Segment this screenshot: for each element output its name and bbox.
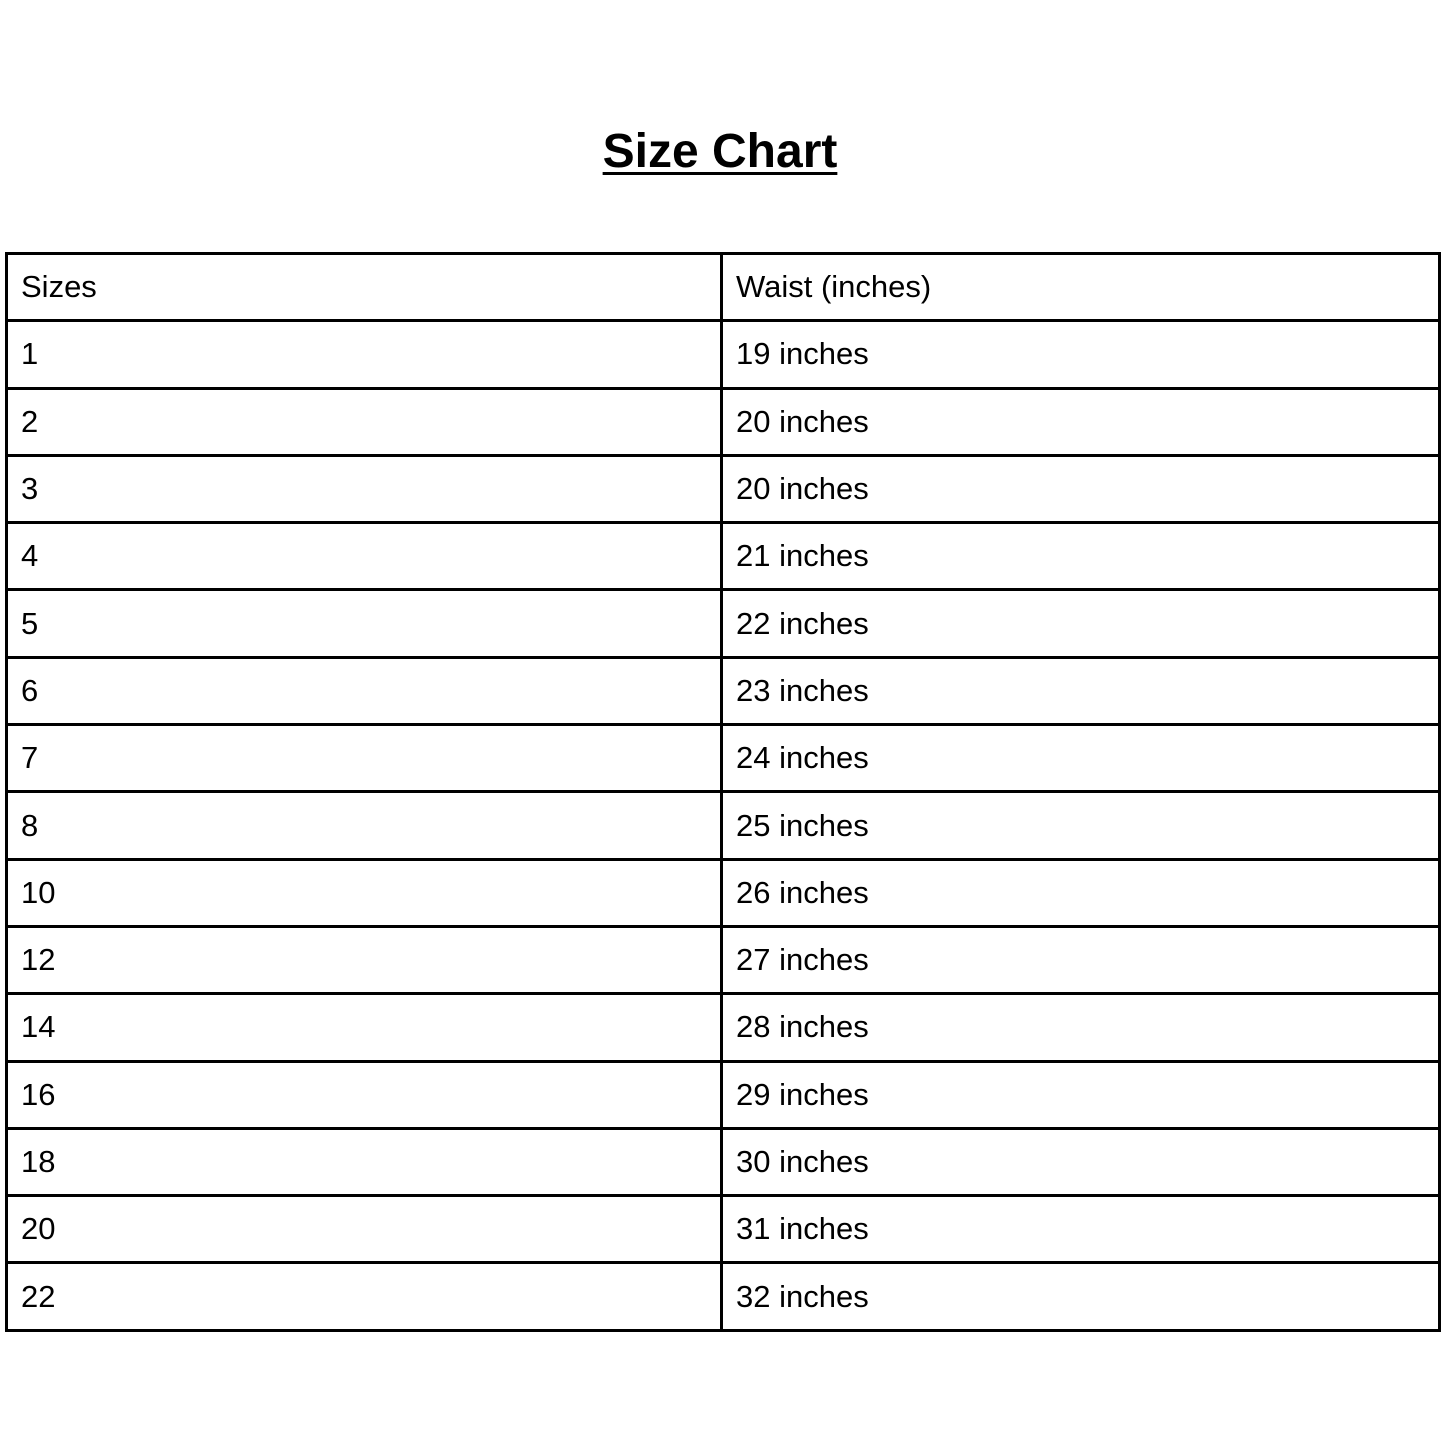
header-waist: Waist (inches) (722, 254, 1440, 321)
table-row (7, 1128, 1440, 1195)
size-table (5, 252, 1441, 1332)
waist-cell: 20 inches (722, 455, 1440, 522)
table-row (7, 792, 1440, 859)
table-row (7, 1263, 1440, 1330)
table-row (7, 590, 1440, 657)
size-cell: 1 (7, 321, 722, 388)
size-cell: 20 (7, 1196, 722, 1263)
size-cell: 16 (7, 1061, 722, 1128)
waist-cell: 21 inches (722, 523, 1440, 590)
table-row (7, 926, 1440, 993)
size-cell: 3 (7, 455, 722, 522)
waist-cell: 22 inches (722, 590, 1440, 657)
header-sizes: Sizes (7, 254, 722, 321)
table-row (7, 994, 1440, 1061)
waist-cell: 24 inches (722, 725, 1440, 792)
table-row (7, 859, 1440, 926)
table-row (7, 1061, 1440, 1128)
table-row (7, 657, 1440, 724)
size-cell: 4 (7, 523, 722, 590)
size-cell: 10 (7, 859, 722, 926)
table-row (7, 388, 1440, 455)
table-row (7, 1196, 1440, 1263)
waist-cell: 23 inches (722, 657, 1440, 724)
size-cell: 22 (7, 1263, 722, 1330)
page-title: Size Chart (602, 125, 838, 178)
size-cell: 5 (7, 590, 722, 657)
table-header-row (7, 254, 1440, 321)
waist-cell: 32 inches (722, 1263, 1440, 1330)
size-cell: 7 (7, 725, 722, 792)
size-cell: 12 (7, 926, 722, 993)
size-cell: 8 (7, 792, 722, 859)
size-cell: 6 (7, 657, 722, 724)
size-cell: 18 (7, 1128, 722, 1195)
waist-cell: 25 inches (722, 792, 1440, 859)
waist-cell: 20 inches (722, 388, 1440, 455)
waist-cell: 19 inches (722, 321, 1440, 388)
table-row (7, 725, 1440, 792)
waist-cell: 30 inches (722, 1128, 1440, 1195)
waist-cell: 28 inches (722, 994, 1440, 1061)
waist-cell: 31 inches (722, 1196, 1440, 1263)
table-row (7, 455, 1440, 522)
waist-cell: 27 inches (722, 926, 1440, 993)
size-cell: 2 (7, 388, 722, 455)
waist-cell: 29 inches (722, 1061, 1440, 1128)
waist-cell: 26 inches (722, 859, 1440, 926)
size-cell: 14 (7, 994, 722, 1061)
table-row (7, 321, 1440, 388)
table-row (7, 523, 1440, 590)
